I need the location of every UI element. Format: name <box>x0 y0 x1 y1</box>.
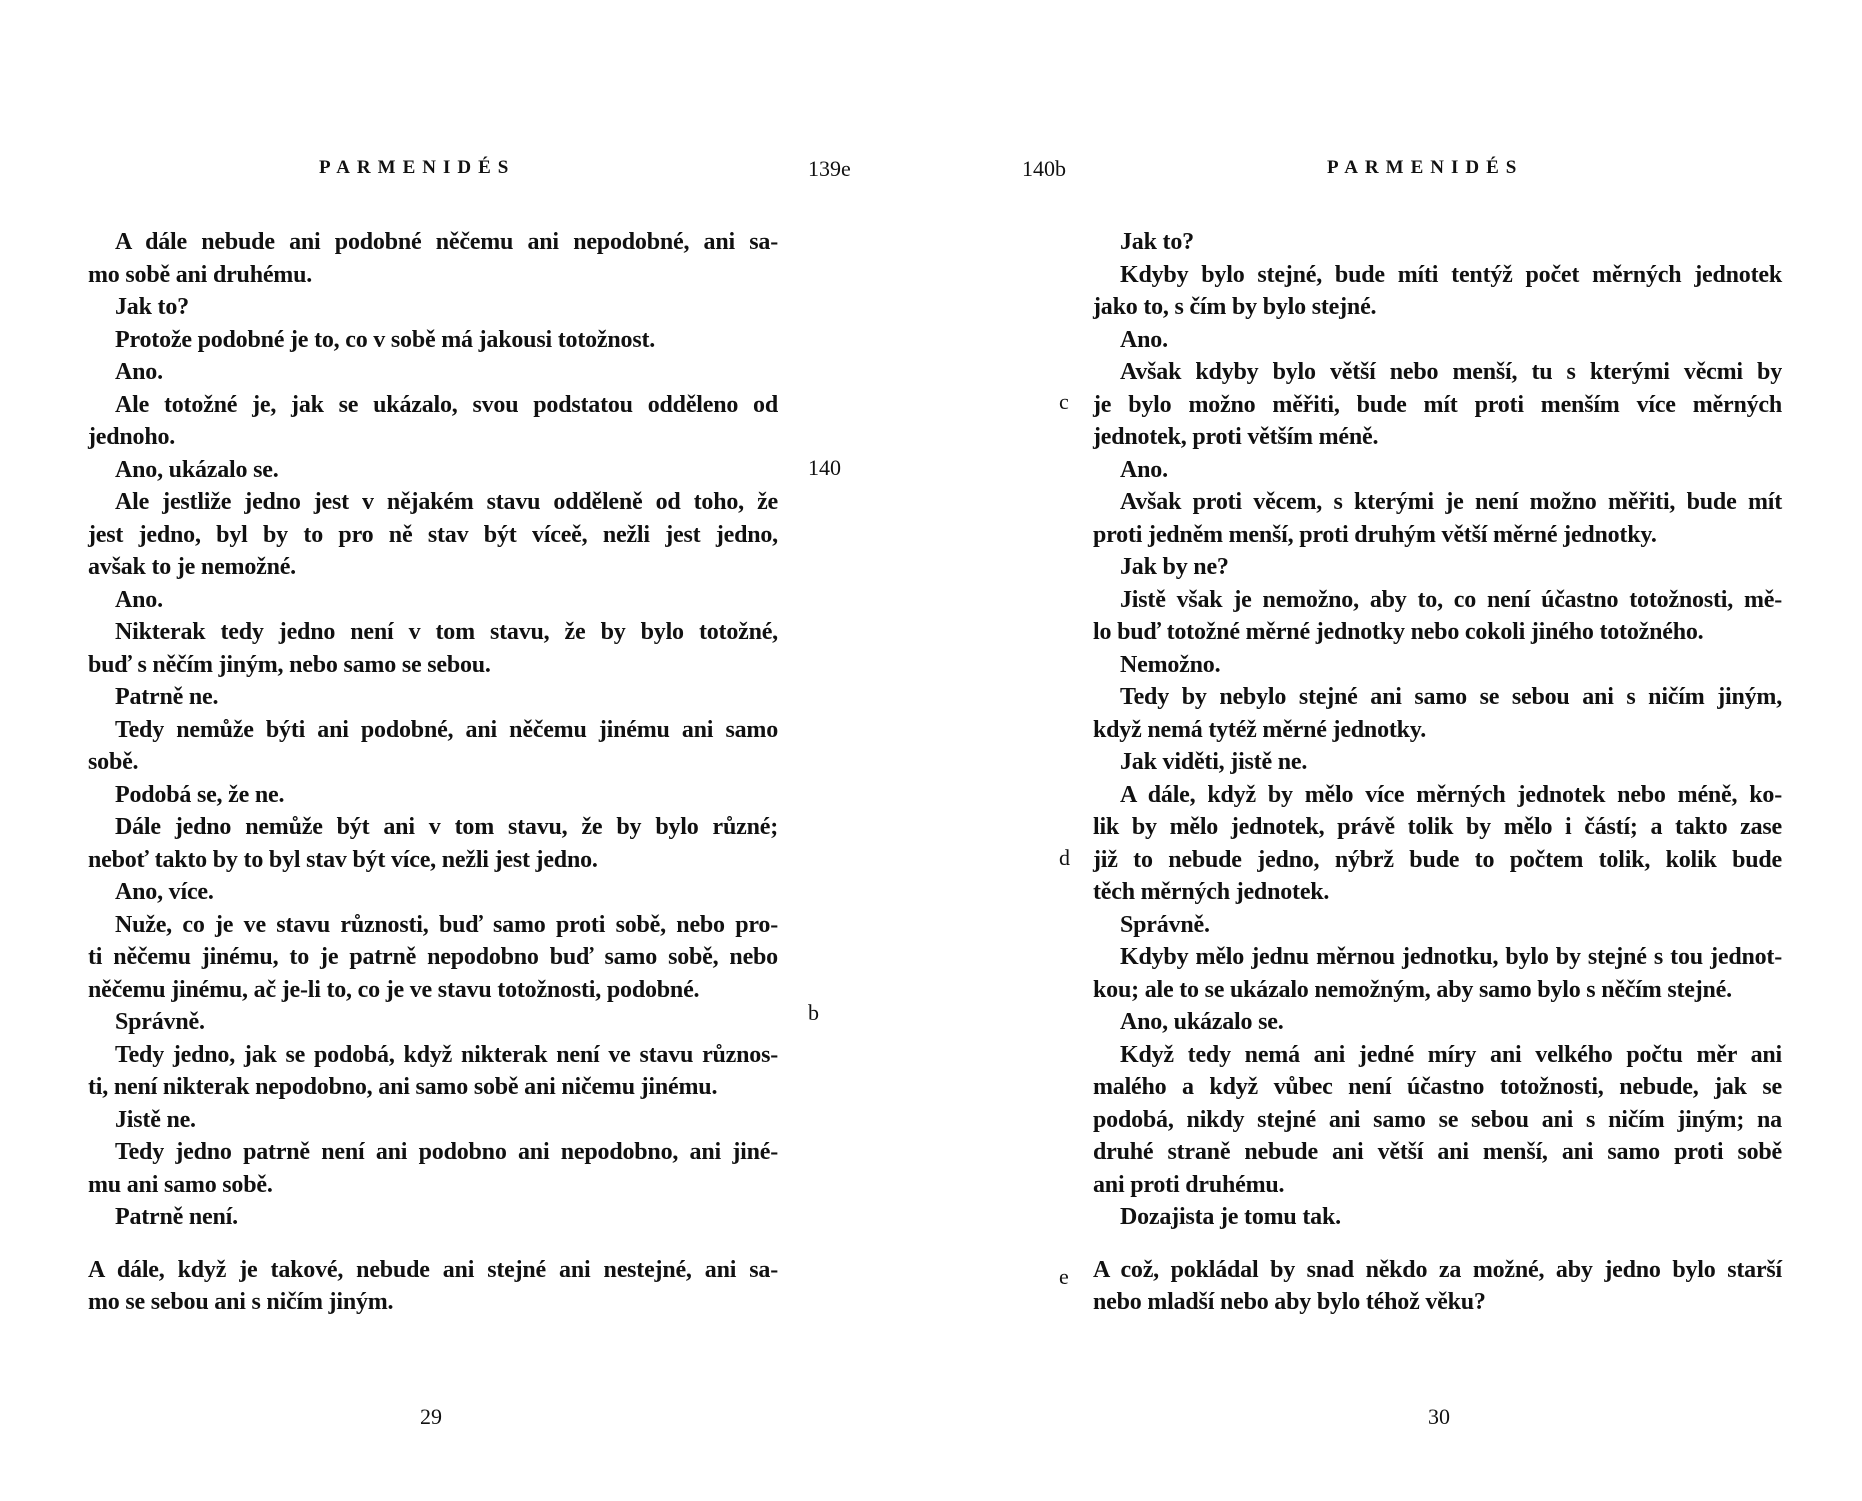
text-line: Avšak kdyby bylo větší nebo menší, tu s kterými věcmi by <box>1120 359 1782 385</box>
text-line: Ano. <box>1120 456 1168 483</box>
margin-mark-b: b <box>808 1000 819 1025</box>
text-line: podobá, nikdy stejné ani samo se sebou ani s ničím jiným; na <box>1093 1106 1782 1133</box>
text-line: je bylo možno měřiti, bude mít proti menším více měrných <box>1093 391 1782 418</box>
text-line: mu ani samo sobě. <box>88 1171 273 1198</box>
text-line: Podobá se, že ne. <box>115 781 285 808</box>
text-line: mo se sebou ani s ničím jiným. <box>88 1289 394 1315</box>
text-line: Jistě však je nemožno, aby to, co není účastno totožnosti, mě- <box>1120 586 1782 613</box>
text-line: Dále jedno nemůže být ani v tom stavu, že by bylo různé; <box>115 814 778 840</box>
text-line: Správně. <box>1120 911 1210 938</box>
right-stephanus-head: 140b <box>1022 156 1066 181</box>
margin-mark-140: 140 <box>808 455 841 480</box>
paragraph-gap <box>1093 1234 1782 1254</box>
text-line: druhé straně nebude ani větší ani menší, ani samo proti sobě <box>1093 1139 1782 1165</box>
margin-mark-c: c <box>1059 389 1069 414</box>
text-line: jednotek, proti větším méně. <box>1093 424 1379 450</box>
text-line: Ano, ukázalo se. <box>1120 1009 1284 1035</box>
text-line: těch měrných jednotek. <box>1093 879 1330 905</box>
text-line: Ano, ukázalo se. <box>115 456 279 483</box>
text-line: Jak viděti, jistě ne. <box>1120 749 1308 775</box>
text-line: ani proti druhému. <box>1093 1171 1285 1198</box>
text-line: Protože podobné je to, co v sobě má jakousi totožnost. <box>115 326 656 353</box>
text-line: proti jedněm menší, proti druhým větší měrné jednotky. <box>1093 521 1657 548</box>
text-line: Jak by ne? <box>1120 554 1229 580</box>
text-line: Patrně není. <box>115 1204 238 1230</box>
text-line: neboť takto by to byl stav být více, nežli jest jedno. <box>88 846 598 873</box>
text-line: Jak to? <box>1120 229 1194 255</box>
text-line: malého a když vůbec není účastno totožnosti, nebude, jak se <box>1093 1074 1782 1100</box>
text-line: Správně. <box>115 1009 205 1035</box>
right-page <box>931 0 1862 1501</box>
text-line: buď s něčím jiným, nebo samo se sebou. <box>88 651 491 678</box>
text-line: Jistě ne. <box>115 1106 196 1133</box>
text-line: Tedy jedno, jak se podobá, když nikterak není ve stavu různos- <box>115 1041 778 1068</box>
text-line: lik by mělo jednotek, právě tolik by mělo i částí; a takto zase <box>1093 814 1782 840</box>
text-line: avšak to je nemožné. <box>88 554 296 580</box>
text-line: Tedy nemůže býti ani podobné, ani něčemu jinému ani samo <box>115 716 778 743</box>
left-stephanus-head: 139e <box>808 156 851 181</box>
text-line: když nemá tytéž měrné jednotky. <box>1093 716 1427 743</box>
text-line: Jak to? <box>115 294 189 320</box>
text-line: ti něčemu jinému, to je patrně nepodobno buď samo sobě, nebo <box>88 944 778 970</box>
text-line: Dozajista je tomu tak. <box>1120 1204 1341 1230</box>
text-line: Avšak proti věcem, s kterými je není možno měřiti, bude mít <box>1120 489 1782 515</box>
paragraph-gap <box>88 1234 778 1254</box>
text-line: sobě. <box>88 749 139 775</box>
text-line: Ano, více. <box>115 879 214 905</box>
text-line: Když tedy nemá ani jedné míry ani velkého počtu měr ani <box>1120 1041 1782 1068</box>
text-line: Ano. <box>115 586 163 613</box>
text-line: kou; ale to se ukázalo nemožným, aby samo bylo s něčím stejné. <box>1093 976 1732 1003</box>
margin-mark-d: d <box>1059 845 1070 870</box>
text-line: A což, pokládal by snad někdo za možné, aby jedno bylo starší <box>1093 1256 1782 1283</box>
text-line: mo sobě ani druhému. <box>88 261 313 288</box>
text-line: lo buď totožné měrné jednotky nebo cokoli jiného totožného. <box>1093 619 1704 645</box>
text-line: Ale jestliže jedno jest v nějakém stavu odděleně od toho, že <box>115 489 778 515</box>
text-line: Kdyby mělo jednu měrnou jednotku, bylo by stejné s tou jednot- <box>1120 944 1782 970</box>
text-line: A dále, když by mělo více měrných jednotek nebo méně, ko- <box>1120 781 1782 808</box>
text-line: ti, není nikterak nepodobno, ani samo sobě ani ničemu jinému. <box>88 1074 718 1100</box>
text-line: něčemu jinému, ač je-li to, co je ve stavu totožnosti, podobné. <box>88 976 700 1003</box>
text-line: Tedy jedno patrně není ani podobno ani nepodobno, ani jiné- <box>115 1139 778 1165</box>
right-body-text <box>1093 226 1782 1319</box>
text-line: Ano. <box>1120 326 1168 353</box>
text-line: Ano. <box>115 359 163 385</box>
text-line: nebo mladší nebo aby bylo téhož věku? <box>1093 1289 1486 1315</box>
text-line: A dále nebude ani podobné něčemu ani nepodobné, ani sa- <box>115 229 778 255</box>
left-running-head: PARMENIDÉS <box>319 157 516 178</box>
text-line: Ale totožné je, jak se ukázalo, svou podstatou odděleno od <box>115 391 778 418</box>
text-line: Kdyby bylo stejné, bude míti tentýž počet měrných jednotek <box>1120 261 1782 288</box>
text-line: Nikterak tedy jedno není v tom stavu, že by bylo totožné, <box>115 619 778 645</box>
left-page-number: 29 <box>420 1404 442 1429</box>
margin-mark-e: e <box>1059 1264 1069 1289</box>
text-line: Nemožno. <box>1120 651 1221 678</box>
text-line: jednoho. <box>88 424 176 450</box>
left-body-text <box>88 226 778 1319</box>
text-line: jest jedno, byl by to pro ně stav být víceě, nežli jest jedno, <box>88 521 778 548</box>
text-line: Tedy by nebylo stejné ani samo se sebou ani s ničím jiným, <box>1120 684 1782 710</box>
text-line: Nuže, co je ve stavu různosti, buď samo proti sobě, nebo pro- <box>115 911 778 938</box>
right-page-number: 30 <box>1428 1404 1450 1429</box>
text-line: již to nebude jedno, nýbrž bude to počtem tolik, kolik bude <box>1093 846 1782 873</box>
text-line: jako to, s čím by bylo stejné. <box>1093 294 1377 320</box>
text-line: Patrně ne. <box>115 684 219 710</box>
right-running-head: PARMENIDÉS <box>1327 157 1524 178</box>
text-line: A dále, když je takové, nebude ani stejné ani nestejné, ani sa- <box>88 1256 778 1283</box>
